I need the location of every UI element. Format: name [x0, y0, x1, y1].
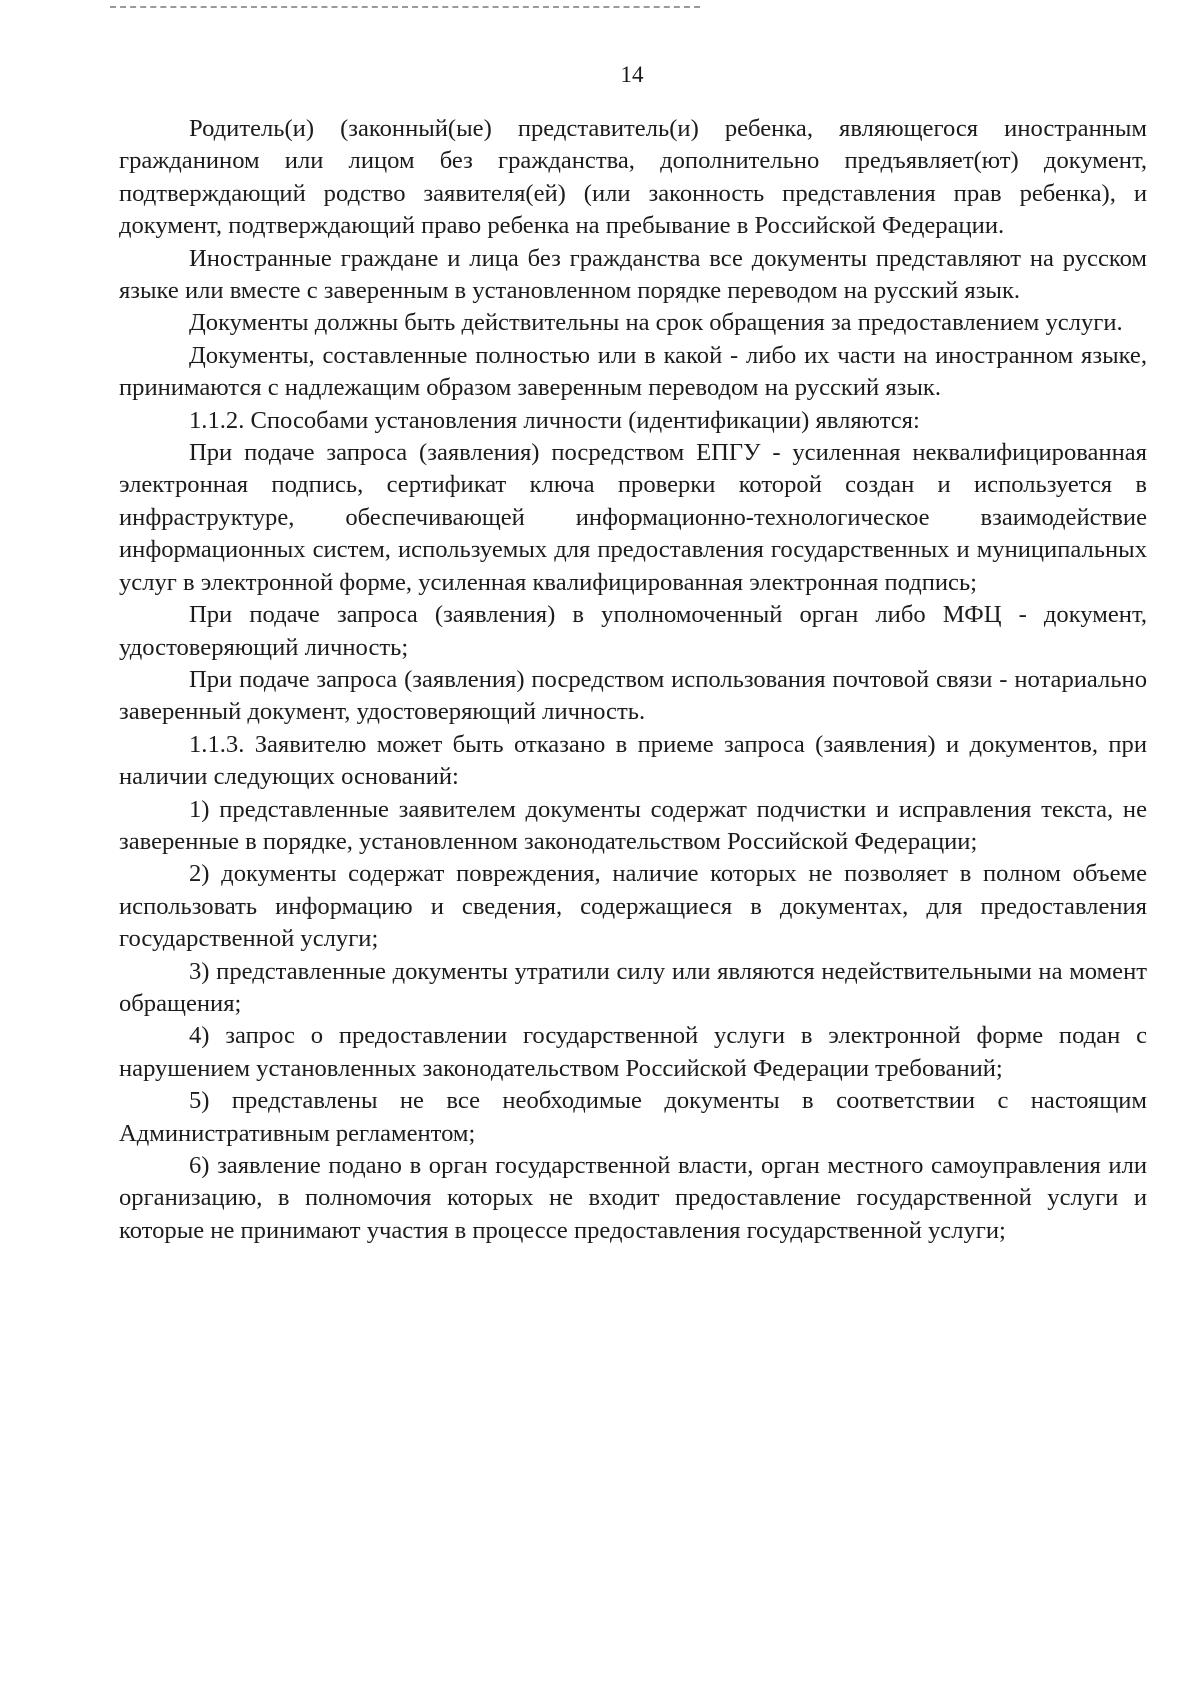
paragraph-russian-translation: Иностранные граждане и лица без гражданства все документы представляют на русском языке или вместе с заверенным в установленном порядке переводом на русский язык. — [119, 244, 1147, 305]
paragraph-epgu-signature: При подаче запроса (заявления) посредством ЕПГУ - усиленная неквалифицированная электронная подпись, сертификат ключа проверки которой создан и используется в инфраструктуре, обеспечивающей информационно-технологическое взаимодействие информационных систем, используемых для предоставления государственных и муниципальных услуг в электронной форме, усиленная квалифицированная электронная подпись; — [119, 439, 1147, 596]
top-edge-divider — [110, 6, 700, 8]
list-item-4: 4) запрос о предоставлении государственной услуги в электронной форме подан с нарушением установленных законодательством Российской Федерации требований; — [119, 1022, 1147, 1082]
section-heading-1-1-2: 1.1.2. Способами установления личности (идентификации) являются: — [189, 406, 920, 434]
list-item-5: 5) представлены не все необходимые документы в соответствии с настоящим Административным регламентом; — [119, 1087, 1147, 1147]
paragraph-foreign-child-documents: Родитель(и) (законный(ые) представитель(и) ребенка, являющегося иностранным гражданином или лицом без гражданства, дополнительно предъявляет(ют) документ, подтверждающий родство заявителя(ей) (или законность представления прав ребенка), и документ, подтверждающий право ребенка на пребывание в Российской Федерации. — [119, 115, 1147, 240]
section-heading-1-1-3: 1.1.3. Заявителю может быть отказано в приеме запроса (заявления) и документов, при наличии следующих оснований: — [119, 730, 1147, 791]
page-number: 14 — [620, 62, 644, 87]
paragraph-mfc-identity: При подаче запроса (заявления) в уполномоченный орган либо МФЦ - документ, удостоверяющий личность; — [119, 601, 1147, 661]
list-item-6: 6) заявление подано в орган государственной власти, орган местного самоуправления или организацию, в полномочия которых не входит предоставление государственной услуги и которые не принимают участия в процессе предоставления государственной услуги; — [119, 1152, 1147, 1244]
document-body — [119, 113, 1147, 1247]
paragraph-validity: Документы должны быть действительны на срок обращения за предоставлением услуги. — [189, 309, 1123, 337]
list-item-2: 2) документы содержат повреждения, наличие которых не позволяет в полном объеме использовать информацию и сведения, содержащиеся в документах, для предоставления государственной услуги; — [119, 860, 1147, 953]
paragraph-foreign-language: Документы, составленные полностью или в какой - либо их части на иностранном языке, принимаются с надлежащим образом заверенным переводом на русский язык. — [119, 341, 1147, 402]
list-item-1: 1) представленные заявителем документы содержат подчистки и исправления текста, не заверенные в порядке, установленном законодательством Российской Федерации; — [119, 795, 1147, 855]
paragraph-postal-identity: При подаче запроса (заявления) посредством использования почтовой связи - нотариально заверенный документ, удостоверяющий личность. — [119, 665, 1147, 726]
list-item-3: 3) представленные документы утратили силу или являются недействительными на момент обращения; — [119, 957, 1147, 1017]
